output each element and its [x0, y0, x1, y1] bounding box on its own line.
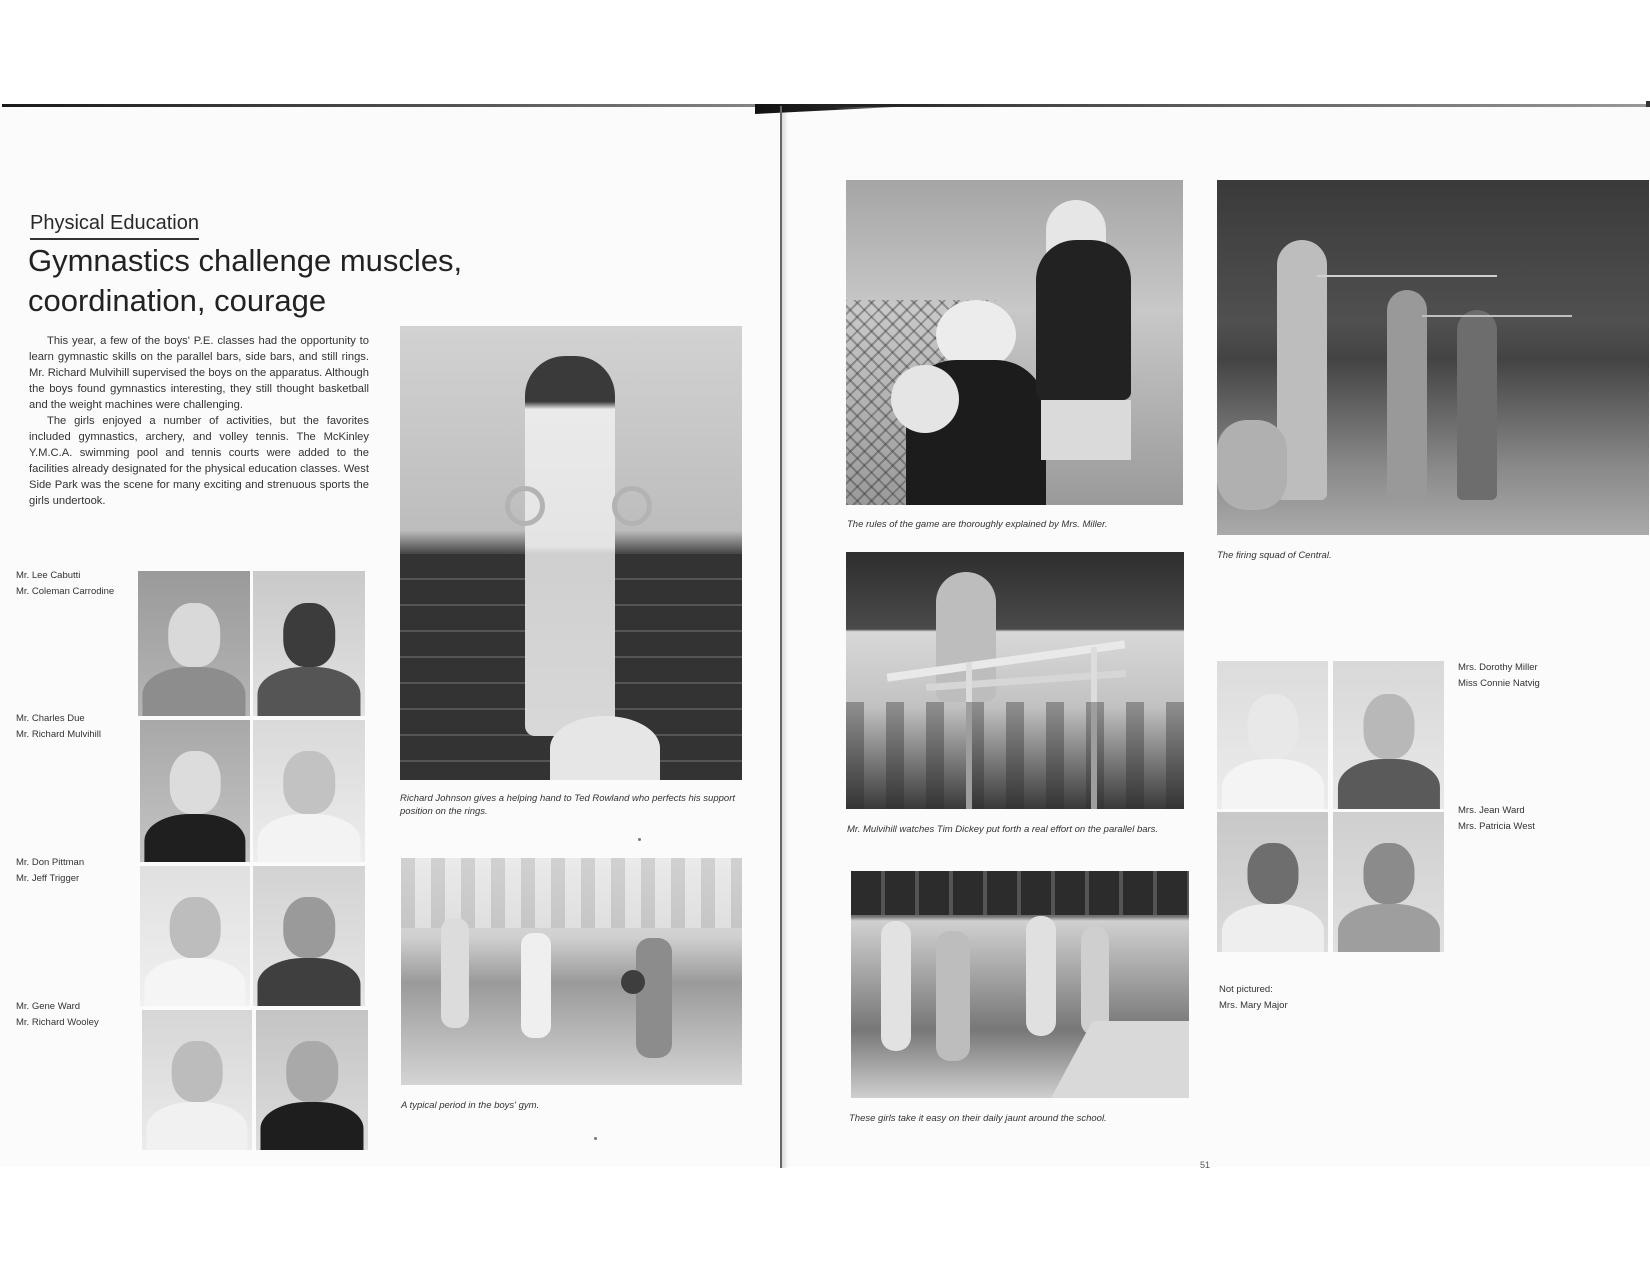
faculty-names-group — [1458, 660, 1540, 692]
photo-caption: The rules of the game are thoroughly explained by Mrs. Miller. — [847, 519, 1108, 530]
faculty-portrait — [1217, 661, 1328, 809]
faculty-portrait — [142, 1010, 252, 1150]
faculty-names-group — [16, 999, 99, 1031]
faculty-portrait — [140, 720, 250, 862]
faculty-name: Mr. Gene Ward — [16, 1001, 81, 1012]
girls-jaunt-photo — [851, 871, 1189, 1098]
not-pictured-label: Not pictured: — [1219, 984, 1273, 995]
faculty-name: Mr. Richard Mulvihill — [16, 729, 101, 740]
archery-photo — [1217, 180, 1649, 535]
boys-gym-photo — [401, 858, 742, 1085]
faculty-portrait — [253, 571, 365, 716]
faculty-names-group — [16, 855, 84, 887]
photo-caption: Richard Johnson gives a helping hand to Ted Rowland who perfects his support position on the rings. — [400, 793, 735, 817]
faculty-name: Miss Connie Natvig — [1458, 678, 1540, 689]
faculty-name: Mr. Jeff Trigger — [16, 873, 80, 884]
article-paragraph: This year, a few of the boys' P.E. classes had the opportunity to learn gymnastic skills on the parallel bars, side bars, and still rings. Mr. Richard Mulvihill supervised the boys on the apparatus. Although the boys found gymnastics interesting, they still thought basketball and the weight machines were challenging. — [29, 335, 369, 411]
print-speck — [638, 838, 641, 841]
left-page-top-edge — [2, 104, 782, 107]
faculty-portrait — [1333, 661, 1444, 809]
faculty-portrait — [1333, 812, 1444, 952]
not-pictured-note — [1219, 982, 1288, 1014]
faculty-name: Mrs. Jean Ward — [1458, 805, 1525, 816]
article-body — [29, 333, 369, 509]
faculty-name: Mr. Richard Wooley — [16, 1017, 99, 1028]
faculty-name: Mr. Coleman Carrodine — [16, 586, 115, 597]
faculty-name: Mrs. Patricia West — [1458, 821, 1535, 832]
page-headline: Gymnastics challenge muscles, coordination, courage — [28, 243, 463, 318]
spine-gutter-shadow — [782, 106, 788, 1168]
faculty-portrait — [253, 720, 365, 862]
faculty-name: Mr. Charles Due — [16, 713, 85, 724]
print-speck — [594, 1137, 597, 1140]
section-kicker: Physical Education — [30, 212, 199, 240]
photo-caption: Mr. Mulvihill watches Tim Dickey put forth a real effort on the parallel bars. — [847, 824, 1159, 835]
photo-caption: These girls take it easy on their daily jaunt around the school. — [849, 1113, 1107, 1124]
faculty-portrait — [256, 1010, 368, 1150]
photo-caption: A typical period in the boys' gym. — [401, 1100, 540, 1111]
faculty-portrait — [138, 571, 250, 716]
parallel-bars-photo — [846, 552, 1184, 809]
faculty-portrait — [1217, 812, 1328, 952]
faculty-name: Mr. Don Pittman — [16, 857, 85, 868]
faculty-name: Mrs. Dorothy Miller — [1458, 662, 1538, 673]
faculty-name: Mr. Lee Cabutti — [16, 570, 81, 581]
article-paragraph: The girls enjoyed a number of activities, but the favorites included gymnastics, archery, and volley tennis. The McKinley Y.M.C.A. swimming pool and tennis courts were added to the facilities already designated for the physical education classes. West Side Park was the scene for many exciting and strenuous sports the girls undertook. — [29, 415, 369, 507]
not-pictured-name: Mrs. Mary Major — [1219, 1000, 1288, 1011]
faculty-portrait — [140, 866, 250, 1006]
rings-photo — [400, 326, 742, 780]
faculty-names-group — [1458, 803, 1535, 835]
photo-caption: The firing squad of Central. — [1217, 550, 1332, 561]
page-number: 51 — [1200, 1160, 1211, 1170]
page-edge-mark — [1646, 101, 1650, 107]
faculty-names-group — [16, 711, 101, 743]
faculty-portrait — [253, 866, 365, 1006]
volley-tennis-photo — [846, 180, 1183, 505]
faculty-names-group — [16, 568, 114, 600]
